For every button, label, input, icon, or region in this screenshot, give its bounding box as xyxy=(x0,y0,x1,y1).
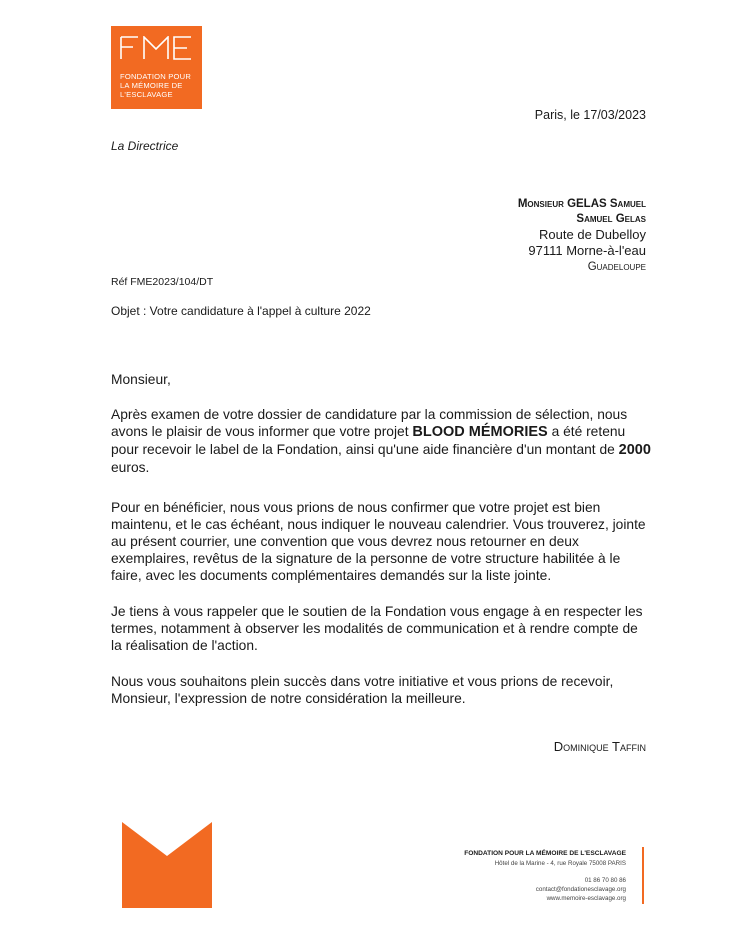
paragraph-1 xyxy=(111,406,651,476)
greeting: Monsieur, xyxy=(111,372,171,387)
logo-line-1: FONDATION POUR xyxy=(120,72,192,81)
project-name: BLOOD MÉMORIES xyxy=(412,424,548,440)
footer-title: FONDATION POUR LA MÉMOIRE DE L'ESCLAVAGE xyxy=(464,850,626,857)
reference-number: Réf FME2023/104/DT xyxy=(111,276,214,288)
recipient-country: Guadeloupe xyxy=(587,261,646,273)
paragraph-4 xyxy=(111,673,651,707)
closing-line-2: Monsieur, l'expression de notre considération la meilleure. xyxy=(111,691,466,706)
recipient-name: Samuel Gelas xyxy=(576,213,646,225)
footer-address: Hôtel de la Marine - 4, rue Royale 75008 PARIS xyxy=(494,860,626,867)
paragraph-1-part-a: Après examen de votre dossier de candidature par la commission de sélection, nous avons le plaisir de vous informer que votre projet xyxy=(111,407,628,439)
closing-line-1: Nous vous souhaitons plein succès dans votre initiative et vous prions de recevoir, xyxy=(111,674,614,689)
paragraph-3: Je tiens à vous rappeler que le soutien de la Fondation vous engage à en respecter les termes, notamment à observer les modalités de communication et à rendre compte de la réalisation de l'action. xyxy=(111,604,643,653)
recipient-city: 97111 Morne-à-l'eau xyxy=(528,243,646,258)
fme-logo xyxy=(111,26,202,109)
footer-website[interactable]: www.memoire-esclavage.org xyxy=(546,895,626,902)
recipient-name-line: Monsieur GELAS Samuel xyxy=(517,198,646,210)
letter-date: Paris, le 17/03/2023 xyxy=(534,108,646,122)
logo-line-2: LA MÉMOIRE DE xyxy=(120,81,183,90)
footer-email[interactable]: contact@fondationesclavage.org xyxy=(535,886,626,893)
paragraph-1-part-b: a été retenu pour recevoir le label de la Fondation, ainsi qu'une aide financière d'un montant de xyxy=(111,424,626,457)
footer-phone: 01 86 70 80 86 xyxy=(584,877,626,884)
footer-m-logo-icon xyxy=(122,822,212,908)
signatory-title: La Directrice xyxy=(111,139,179,153)
footer-divider xyxy=(642,847,644,904)
logo-line-3: L'ESCLAVAGE xyxy=(120,90,173,99)
grant-amount: 2000 xyxy=(618,442,651,458)
paragraph-2: Pour en bénéficier, nous vous prions de nous confirmer que votre projet est bien maintenu, et le cas échéant, nous indiquer le nouveau calendrier. Vous trouverez, jointe au présent courrier, une convention que vous devrez nous retourner en deux exemplaires, revêtus de la signature de la personne de votre structure habilitée à le faire, avec les documents complémentaires demandés sur la liste jointe. xyxy=(111,500,646,583)
paragraph-1-part-c: euros. xyxy=(111,460,150,475)
subject-line: Objet : Votre candidature à l'appel à culture 2022 xyxy=(111,304,371,318)
recipient-street: Route de Dubelloy xyxy=(539,227,646,242)
signature: Dominique Taffin xyxy=(553,739,646,754)
fme-logo-mark xyxy=(120,36,193,60)
